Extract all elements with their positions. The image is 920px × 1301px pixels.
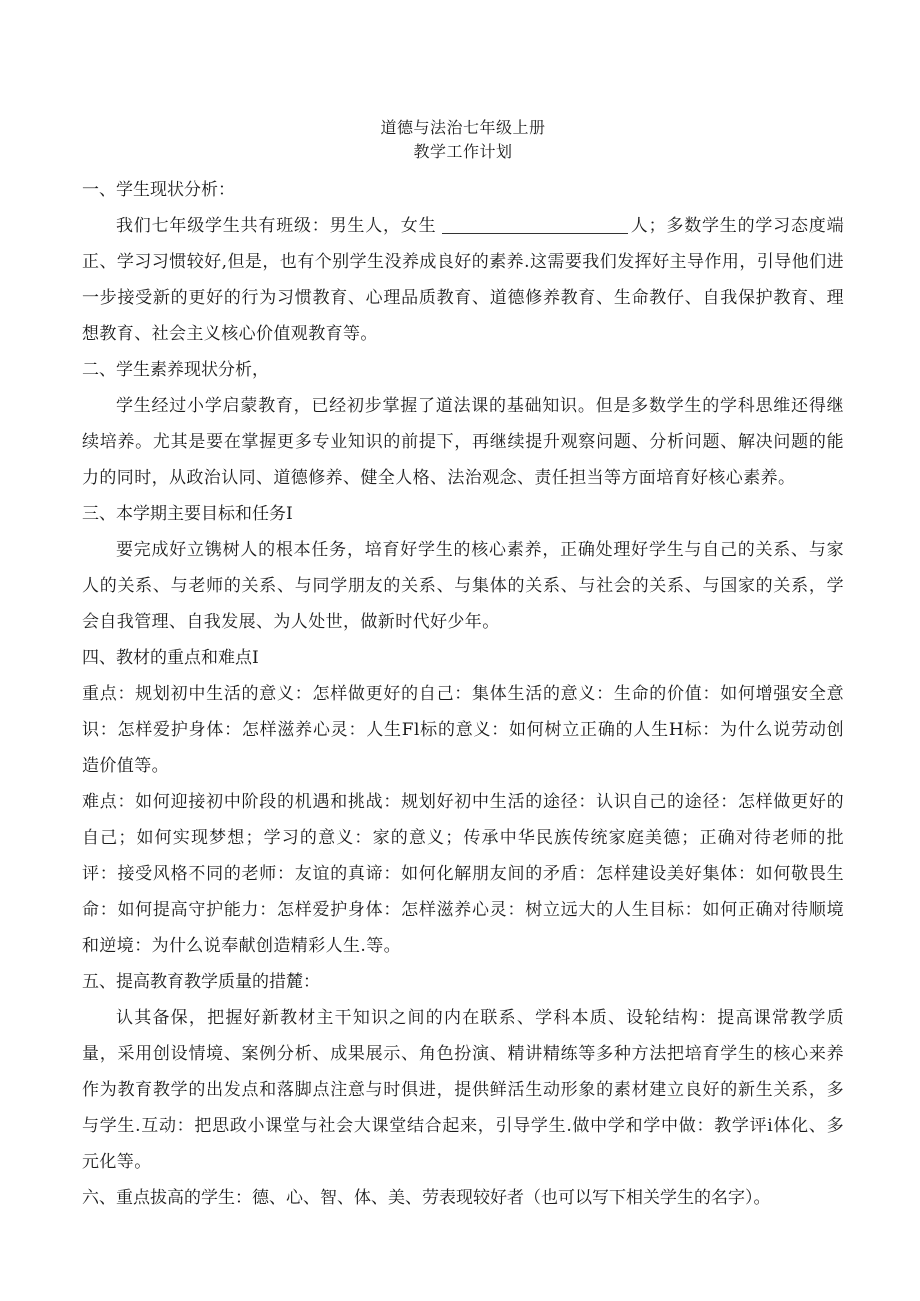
section-5-heading: 五、提高教育教学质量的措麓： [82,972,320,992]
section-4-key-points: 重点：规划初中生活的意义：怎样做更好的自己：集体生活的意义：生命的价值：如何增强安全意识：怎样爱护身体：怎样滋养心灵：人生Fl标的意义：如何树立正确的人生H标：为什么说劳动创造价值等。 [82,684,844,776]
section-5-paragraph: 认其备保，把握好新教材主干知识之间的内在联系、学科本质、设轮结构：提高课常教学质量，采用创设情境、案例分析、成果展示、角色扮演、精讲精练等多种方法把培育学生的核心来养作为教育教学的出发点和落脚点注意与时俱进，提供鲜活生动形象的素材建立良好的新生关系，多与学生.互动：把思政小课堂与社会大课堂结合起来，引导学生.做中学和学中做：教学评i体化、多元化等。 [82,1008,844,1172]
fill-in-blank [442,213,628,234]
section-1-heading: 一、学生现状分析： [82,180,235,200]
document-subtitle: 教学工作计划 [413,142,513,161]
document-page [82,116,844,1216]
section-2-heading: 二、学生素养现状分析， [82,360,269,380]
section-2-paragraph: 学生经过小学启蒙教育，已经初步掌握了道法课的基础知识。但是多数学生的学科思维还得继续培养。尤其是要在掌握更多专业知识的前提下，再继续提升观察问题、分析问题、解决问题的能力的同时，从政治认同、道德修养、健全人格、法治观念、责任担当等方面培育好核心素养。 [82,396,844,488]
section-4-difficulties: 难点：如何迎接初中阶段的机遇和挑战：规划好初中生活的途径：认识自己的途径：怎样做更好的自己；如何实现梦想；学习的意义：家的意义；传承中华民族传统家庭美德；正确对待老师的批评：接受风格不同的老师：友谊的真谛：如何化解朋友间的矛盾：怎样建设美好集体：如何敬畏生命：如何提高守护能力：怎样爱护身体：怎样滋养心灵：树立远大的人生目标：如何正确对待顺境和逆境：为什么说奉献创造精彩人生.等。 [82,792,844,956]
section-1-paragraph [82,208,844,352]
section-1-text-part2: 人；多数学生的学习态度端正、学习习惯较好,但是，也有个别学生没养成良好的素养.这需要我们发挥好主导作用，引导他们进一步接受新的更好的行为习惯教育、心理品质教育、道德修养教育、生命教仔、自我保护教育、理想教育、社会主义核心价值观教育等。 [82,216,844,344]
section-6-heading: 六、重点拔高的学生：德、心、智、体、美、劳表现较好者（也可以写下相关学生的名字）。 [82,1188,771,1208]
section-3-paragraph: 要完成好立镌树人的根本任务，培育好学生的核心素养，正确处理好学生与自己的关系、与家人的关系、与老师的关系、与同学朋友的关系、与集体的关系、与社会的关系、与国家的关系，学会自我管理、自我发展、为人处世，做新时代好少年。 [82,540,844,632]
section-3-heading: 三、本学期主要目标和任务I [82,504,293,524]
document-title: 道德与法治七年级上册 [380,118,546,137]
section-4-heading: 四、教材的重点和难点I [82,648,259,668]
section-1-text-part1: 我们七年级学生共有班级：男生人，女生 [116,216,437,236]
